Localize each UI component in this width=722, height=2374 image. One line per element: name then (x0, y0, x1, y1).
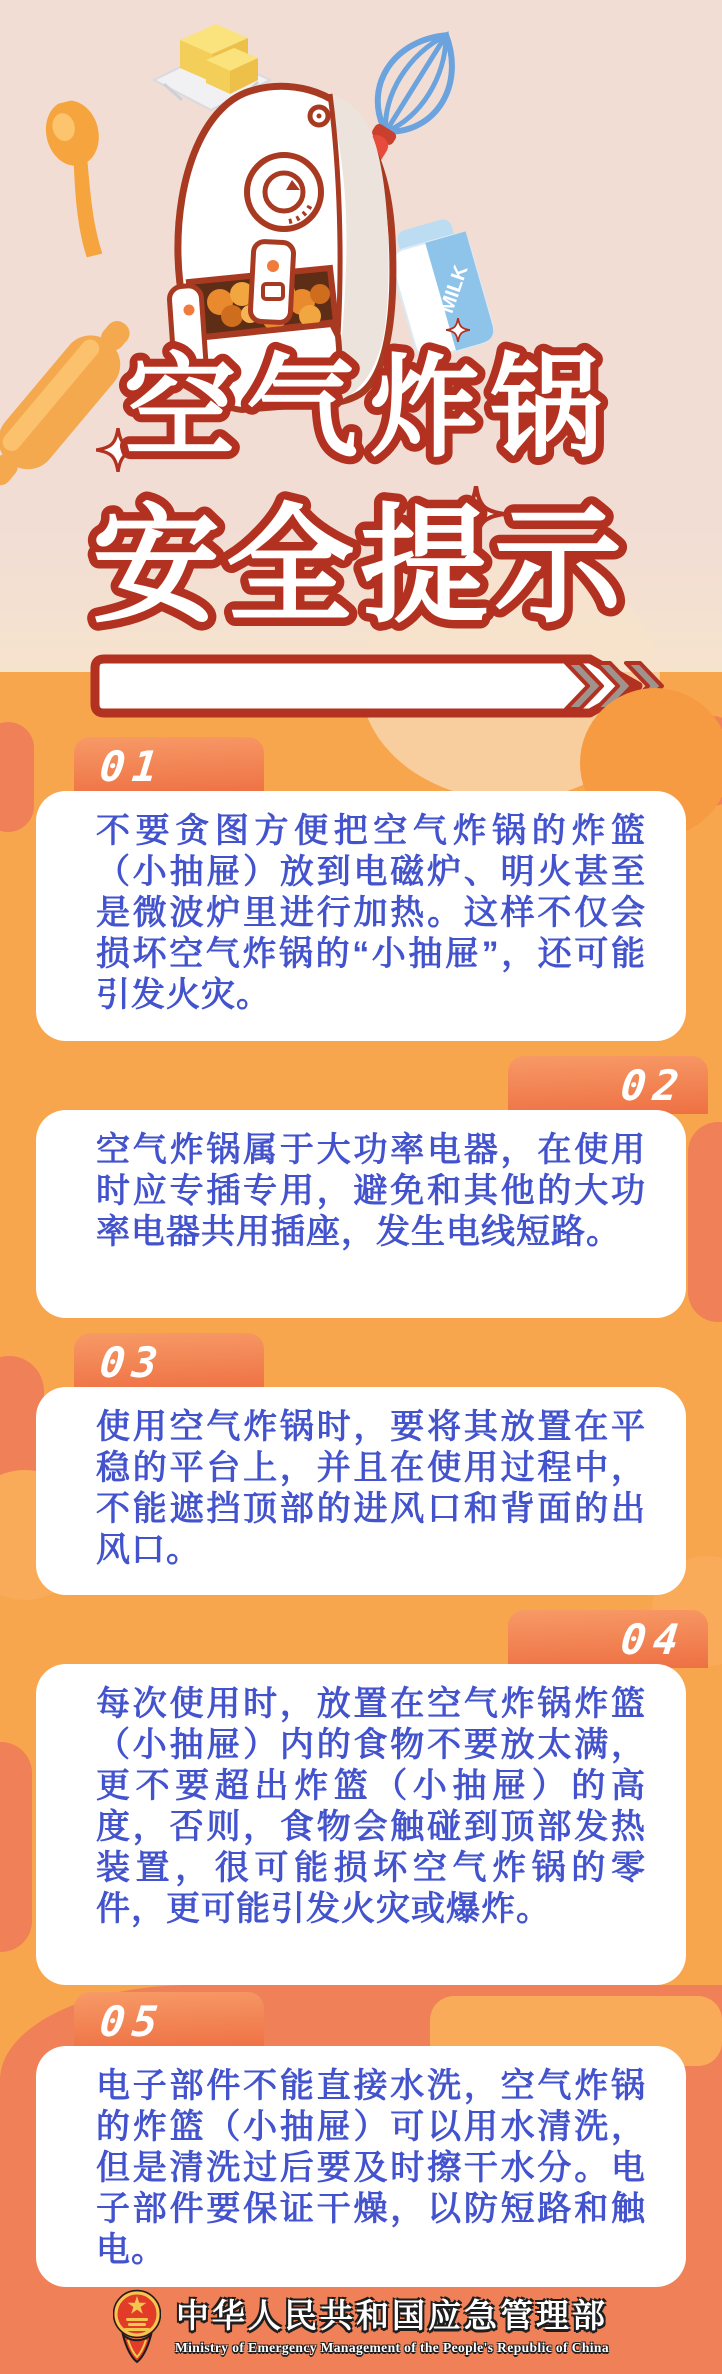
poster-title (0, 258, 722, 658)
tip-card-03 (36, 1387, 686, 1595)
decor-blob (688, 1122, 722, 1322)
national-emblem-icon (113, 2288, 161, 2364)
section-tab-04 (508, 1610, 708, 1668)
footer-org-en: Ministry of Emergency Management of the People's Republic of China (175, 2340, 609, 2355)
section-tab-02 (508, 1056, 708, 1114)
footer (0, 2288, 722, 2364)
tip-card-01 (36, 791, 686, 1041)
tip-text-02: 空气炸锅属于大功率电器，在使用时应专插专用，避免和其他的大功率电器共用插座，发生电线短路。 (96, 1131, 646, 1251)
decor-blob (0, 1742, 32, 1952)
tip-text-04: 每次使用时，放置在空气炸锅炸篮（小抽屉）内的食物不要放太满，更不要超出炸篮（小抽屉）的高度，否则，食物会触碰到顶部发热装置，很可能损坏空气炸锅的零件，更可能引发火灾或爆炸。 (96, 1685, 646, 1928)
section-number: 03 (97, 1337, 168, 1387)
tip-card-04 (36, 1664, 686, 1985)
section-number: 01 (97, 741, 168, 791)
footer-org-cn: 中华人民共和国应急管理部 (175, 2297, 608, 2334)
tip-text-03: 使用空气炸锅时，要将其放置在平稳的平台上，并且在使用过程中，不能遮挡顶部的进风口和背面的出风口。 (96, 1408, 646, 1569)
section-tab-01 (74, 737, 264, 795)
section-number: 04 (618, 1614, 689, 1664)
milk-label: MILK (435, 262, 473, 316)
section-number: 05 (97, 1996, 168, 2046)
tip-card-05 (36, 2046, 686, 2287)
tip-card-02 (36, 1110, 686, 1318)
title-banner (88, 648, 672, 724)
tip-text-01: 不要贪图方便把空气炸锅的炸篮（小抽屉）放到电磁炉、明火甚至是微波炉里进行加热。这样不仅会损坏空气炸锅的“小抽屉”，还可能引发火灾。 (96, 812, 646, 1014)
poster-title-line1: 空气炸锅 (124, 345, 612, 470)
section-number: 02 (618, 1060, 689, 1110)
tip-text-05: 电子部件不能直接水洗，空气炸锅的炸篮（小抽屉）可以用水清洗，但是清洗过后要及时擦干水分。电子部件要保证干燥，以防短路和触电。 (96, 2067, 646, 2269)
section-tab-03 (74, 1333, 264, 1391)
decor-blob (0, 722, 34, 832)
section-tab-05 (74, 1992, 264, 2050)
poster-title-line2: 安全提示 (91, 495, 629, 638)
